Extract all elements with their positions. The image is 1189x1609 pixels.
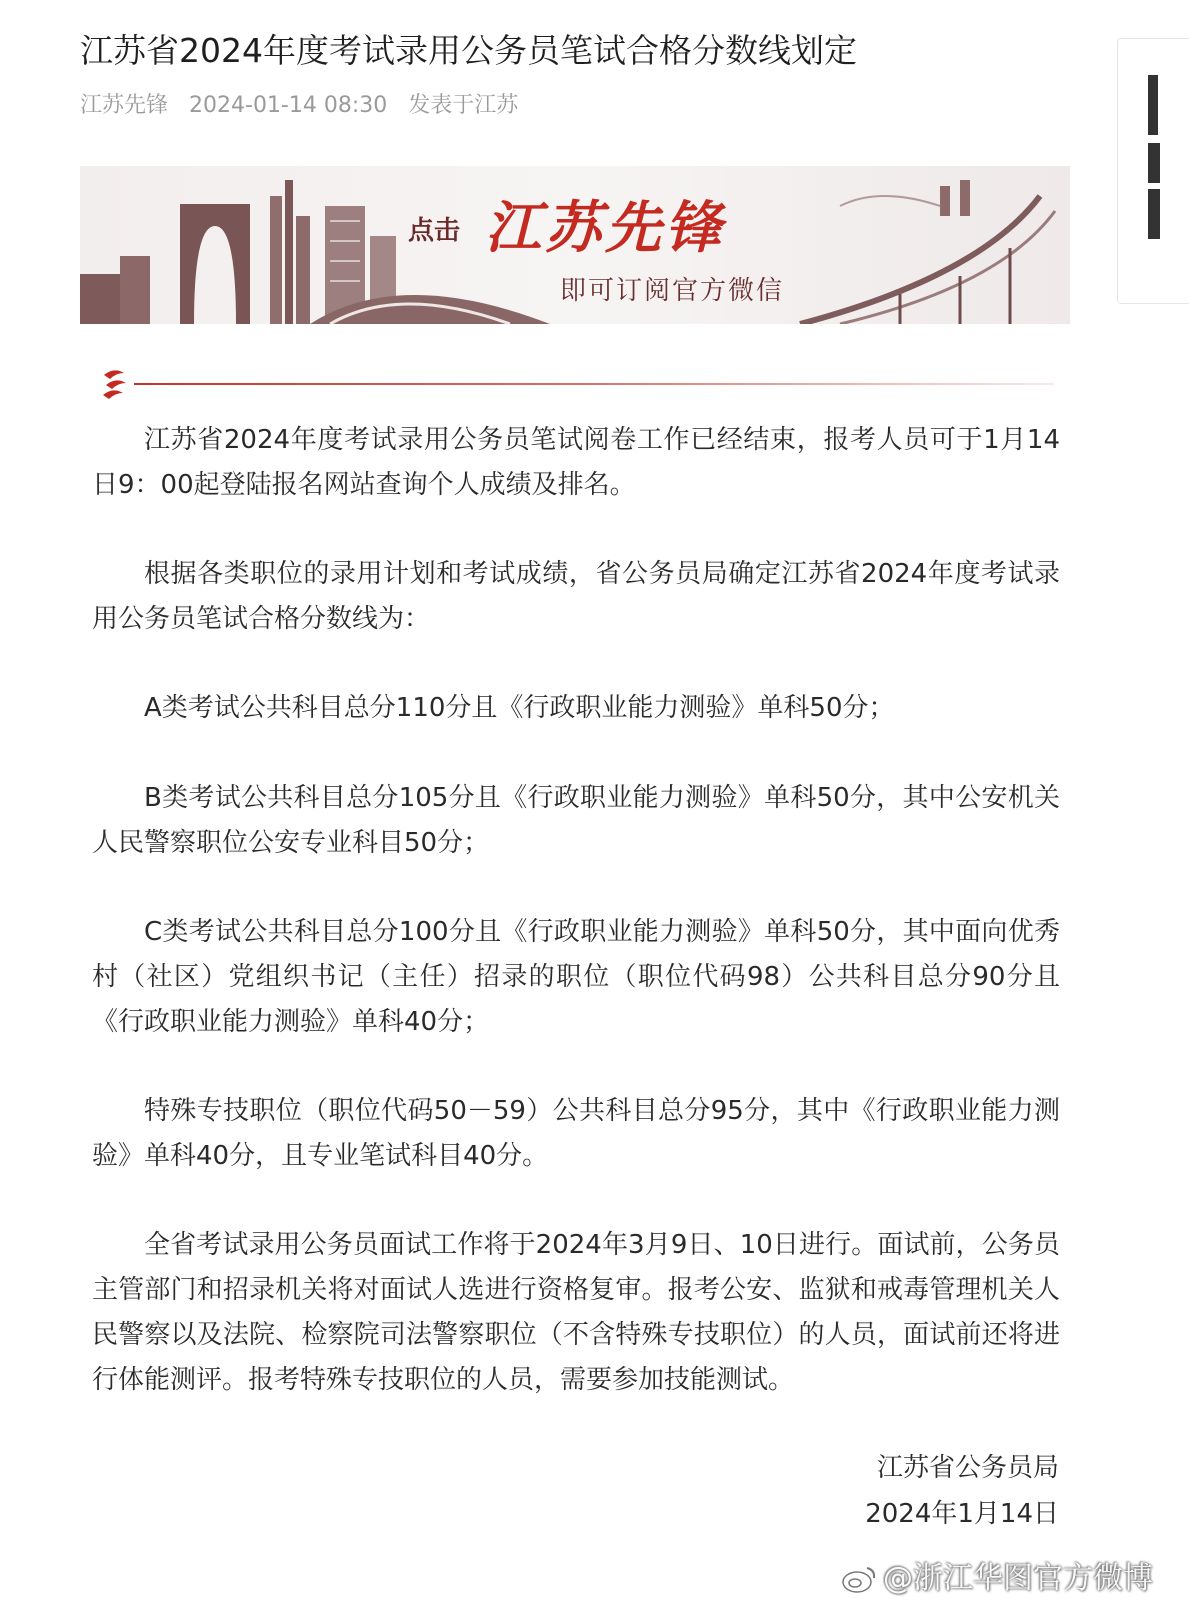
section-divider [100, 365, 1060, 401]
article-publish-location: 发表于江苏 [408, 93, 519, 118]
paragraph: B类考试公共科目总分105分且《行政职业能力测验》单科50分，其中公安机关人民警察职位公安专业科目50分； [92, 783, 1060, 858]
paragraph: 特殊专技职位（职位代码50－59）公共科目总分95分，其中《行政职业能力测验》单科40分，且专业笔试科目40分。 [92, 1096, 1060, 1171]
paragraph: A类考试公共科目总分110分且《行政职业能力测验》单科50分； [144, 693, 895, 723]
paragraph: 江苏省2024年度考试录用公务员笔试阅卷工作已经结束，报考人员可于1月14日9：00起登陆报名网站查询个人成绩及排名。 [92, 425, 1060, 500]
signature-org: 江苏省公务员局 [876, 1453, 1059, 1483]
paragraph: C类考试公共科目总分100分且《行政职业能力测验》单科50分，其中面向优秀村（社区）党组织书记（主任）招录的职位（职位代码98）公共科目总分90分且《行政职业能力测验》单科40分； [92, 917, 1060, 1037]
article-title: 江苏省2024年度考试录用公务员笔试合格分数线划定 [80, 31, 857, 70]
subscribe-banner[interactable] [80, 166, 1070, 324]
weibo-watermark [841, 1559, 1153, 1599]
divider-line [134, 383, 1054, 385]
article-source[interactable]: 江苏先锋 [80, 93, 169, 118]
article-datetime: 2024-01-14 08:30 [189, 93, 388, 118]
banner-subtitle: 即可订阅官方微信 [560, 276, 785, 306]
article-meta [80, 88, 518, 124]
signature-date: 2024年1月14日 [865, 1499, 1059, 1529]
sidebar-card[interactable] [1117, 38, 1189, 304]
paragraph: 根据各类职位的录用计划和考试成绩，省公务员局确定江苏省2024年度考试录用公务员笔试合格分数线为： [92, 559, 1060, 634]
watermark-text: @浙江华图官方微博 [883, 1561, 1153, 1596]
banner-brand-calligraphy: 江苏先锋 [485, 195, 725, 261]
weibo-icon [841, 1564, 877, 1594]
party-emblem-icon [100, 365, 130, 401]
paragraph: 全省考试录用公务员面试工作将于2024年3月9日、10日进行。面试前，公务员主管部门和招录机关将对面试人选进行资格复审。报考公安、监狱和戒毒管理机关人民警察以及法院、检察院司法警察职位（不含特殊专技职位）的人员，面试前还将进行体能测评。报考特殊专技职位的人员，需要参加技能测试。 [92, 1230, 1060, 1395]
banner-click-text: 点击 [408, 216, 461, 246]
